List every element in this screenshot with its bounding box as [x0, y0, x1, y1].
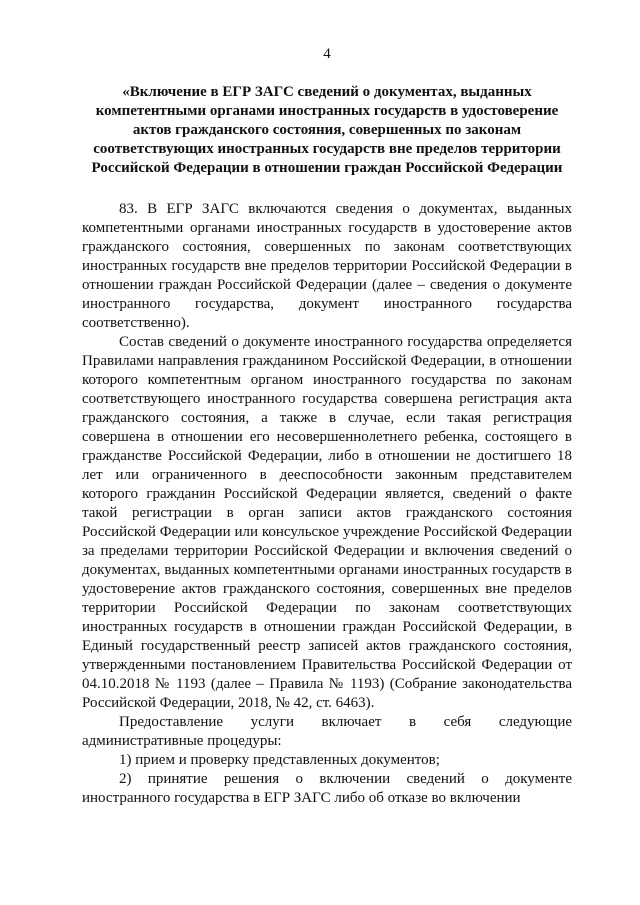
section-title-line: актов гражданского состояния, совершенных по законам [132, 122, 522, 138]
paragraph-item-83: 83. В ЕГР ЗАГС включаются сведения о документах, выданных компетентными органами иностранных государств в удостоверение актов гражданского состояния, совершенных по законам соответствующих иностранных государств вне пределов территории Российской Федерации в отношении граждан Российской Федерации (далее – сведения о документе иностранного государства, документ иностранного государства соответственно). [82, 201, 572, 331]
list-item: 1) прием и проверку представленных документов; [119, 752, 440, 768]
section-title-line: «Включение в ЕГР ЗАГС сведений о документах, выданных [122, 84, 532, 100]
list-item: 2) принятие решения о включении сведений о документе иностранного государства в ЕГР ЗАГС либо об отказе во включении [82, 771, 572, 806]
section-title-line: компетентными органами иностранных государств в удостоверение [95, 103, 559, 119]
document-body [82, 200, 572, 808]
paragraph-procedures-intro: Предоставление услуги включает в себя следующие административные процедуры: [82, 714, 572, 749]
paragraph-composition: Состав сведений о документе иностранного государства определяется Правилами направления гражданином Российской Федерации, в отношении которого компетентным органом иностранного государства по законам соответствующего иностранного государства совершена регистрация акта гражданского состояния, а также в случае, если такая регистрация совершена в отношении его несовершеннолетнего ребенка, состоящего в гражданстве Российской Федерации, либо в отношении не достигшего 18 лет или ограниченного в дееспособности законным представителем которого гражданин Российской Федерации является, сведений о факте такой регистрации в орган записи актов гражданского состояния Российской Федерации или консульское учреждение Российской Федерации за пределами территории Российской Федерации и включения сведений о документах, выданных компетентными органами иностранных государств в удостоверение актов гражданского состояния, совершенных вне пределов территории Российской Федерации по законам соответствующих иностранных государств в отношении граждан Российской Федерации, в Единый государственный реестр записей актов гражданского состояния, утвержденными постановлением Правительства Российской Федерации от 04.10.2018 № 1193 (далее – Правила № 1193) (Собрание законодательства Российской Федерации, 2018, № 42, ст. 6463). [82, 334, 572, 711]
section-title-line: соответствующих иностранных государств вне пределов территории [93, 141, 561, 157]
page-number: 4 [323, 46, 331, 62]
section-title [82, 83, 572, 178]
section-title-line: Российской Федерации в отношении граждан Российской Федерации [91, 160, 563, 176]
